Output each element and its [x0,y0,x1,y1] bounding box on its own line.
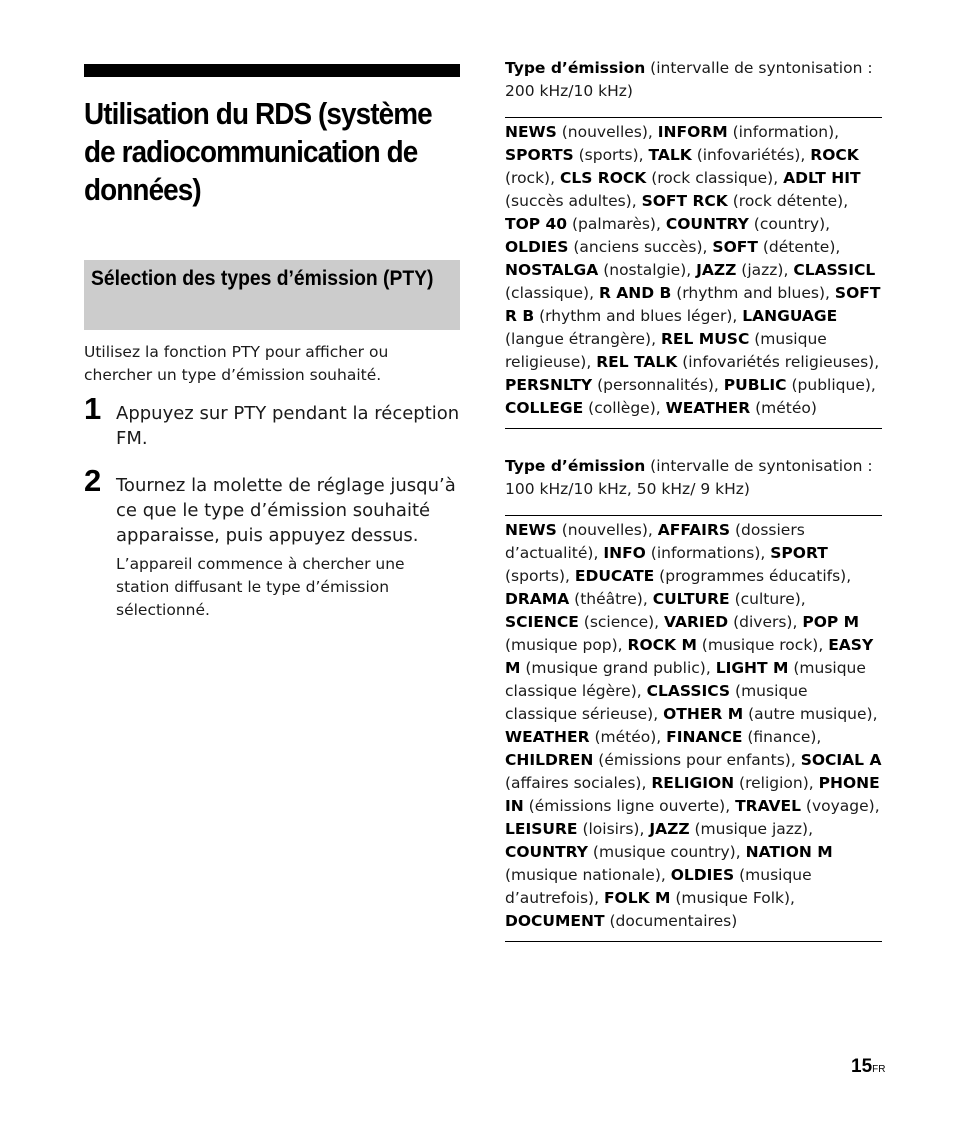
pty-description: (collège), [583,399,666,417]
section-heading [84,260,460,330]
pty-description: (musique grand public), [520,659,716,677]
step-number: 2 [84,463,102,498]
pty-item [666,399,817,417]
pty-description: (infovariétés), [691,146,811,164]
page-number [851,1056,885,1078]
pty-description: (théâtre), [569,590,653,608]
pty-code: ROCK M [627,636,697,654]
table1-header-bold: Type d’émission [505,59,646,77]
pty-item [712,238,840,256]
step-number: 1 [84,391,102,426]
pty-code: PERSNLTY [505,376,593,394]
pty-item [505,521,658,539]
pty-item [735,797,880,815]
pty-description: (météo), [589,728,667,746]
pty-item [642,192,849,210]
pty-code: VARIED [664,613,729,631]
table2-bottom-rule [505,941,882,942]
pty-code: OLDIES [670,866,735,884]
pty-code: NEWS [505,521,557,539]
step-2 [84,463,460,622]
pty-item [603,544,770,562]
pty-code: TRAVEL [735,797,801,815]
title-rule [84,64,460,77]
pty-code: JAZZ [696,261,737,279]
pty-item [505,215,666,233]
pty-item [666,215,830,233]
pty-code: SPORTS [505,146,574,164]
pty-description: (musique d’autrefois), [505,866,812,907]
pty-code: PUBLIC [723,376,787,394]
pty-code: PHONE IN [505,774,880,815]
pty-code: ADLT HIT [783,169,861,187]
pty-code: CLASSICL [793,261,876,279]
pty-item [666,728,821,746]
pty-code: SCIENCE [505,613,579,631]
pty-code: WEATHER [665,399,751,417]
pty-description: (musique religieuse), [505,330,827,371]
pty-code: CLASSICS [646,682,731,700]
pty-description: (émissions pour enfants), [593,751,801,769]
pty-item [505,399,666,417]
pty-description: (jazz), [736,261,794,279]
pty-description: (météo) [750,399,817,417]
pty-code: TOP 40 [505,215,568,233]
left-column [84,64,460,622]
pty-item [505,261,696,279]
pty-description: (nouvelles), [556,521,658,539]
pty-description: (anciens succès), [568,238,713,256]
pty-description: (rock), [505,169,560,187]
page-title: Utilisation du RDS (système de radiocommunication de données) [84,96,432,207]
table2-header-rest: (intervalle de syntonisation : 100 kHz/10 kHz, 50 kHz/ 9 kHz) [505,457,873,498]
pty-description: (country), [748,215,831,233]
pty-description: (finance), [742,728,822,746]
step-1 [84,391,460,451]
table1-list [505,118,882,428]
pty-item [664,613,802,631]
pty-code: LANGUAGE [742,307,838,325]
pty-description: (rock classique), [646,169,784,187]
pty-description: (informations), [645,544,771,562]
pty-code: OTHER M [663,705,744,723]
pty-item [505,728,666,746]
pty-item [505,238,712,256]
pty-description: (nouvelles), [556,123,658,141]
pty-item [604,889,795,907]
pty-description: (musique rock), [696,636,829,654]
pty-description: (musique nationale), [505,866,671,884]
pty-code: OLDIES [505,238,569,256]
pty-item [505,751,801,769]
pty-description: (religion), [734,774,819,792]
pty-description: (détente), [757,238,841,256]
pty-item [505,912,737,930]
pty-code: CHILDREN [505,751,594,769]
pty-description: (autre musique), [743,705,878,723]
pty-description: (culture), [729,590,806,608]
pty-code: INFO [603,544,646,562]
pty-description: (musique Folk), [670,889,795,907]
pty-code: SOCIAL A [800,751,882,769]
pty-description: (programmes éducatifs), [654,567,852,585]
pty-code: AFFAIRS [657,521,731,539]
pty-code: SOFT R B [505,284,881,325]
table1-bottom-rule [505,428,882,429]
pty-code: COLLEGE [505,399,584,417]
pty-code: INFORM [657,123,728,141]
pty-description: (loisirs), [577,820,650,838]
pty-code: RELIGION [651,774,735,792]
pty-code: NOSTALGA [505,261,599,279]
pty-description: (infovariétés religieuses), [677,353,880,371]
pty-description: (personnalités), [592,376,724,394]
pty-code: JAZZ [649,820,690,838]
pty-description: (musique classique sérieuse), [505,682,808,723]
pty-code: FINANCE [666,728,743,746]
pty-item [649,146,811,164]
right-column [505,57,882,942]
pty-item [505,123,658,141]
pty-code: CLS ROCK [559,169,647,187]
pty-item [696,261,793,279]
pty-item [505,613,664,631]
pty-code: DOCUMENT [505,912,605,930]
pty-code: REL MUSC [660,330,750,348]
table1-header-rest: (intervalle de syntonisation : 200 kHz/10 kHz) [505,59,873,100]
pty-code: TALK [648,146,692,164]
pty-description: (documentaires) [604,912,738,930]
pty-description: (rhythm and blues léger), [534,307,743,325]
pty-item [560,169,783,187]
pty-code: DRAMA [505,590,570,608]
pty-description: (palmarès), [567,215,666,233]
pty-description: (classique), [505,284,599,302]
pty-description: (nostalgie), [598,261,697,279]
pty-code: COUNTRY [505,843,588,861]
pty-item [505,843,746,861]
pty-item [505,820,649,838]
table1-header [505,57,882,103]
table2-header [505,455,882,501]
pty-description: (sports), [573,146,649,164]
pty-code: REL TALK [596,353,678,371]
pty-description: (rhythm and blues), [671,284,835,302]
pty-code: SPORT [770,544,828,562]
pty-code: R AND B [598,284,672,302]
pty-description: (information), [727,123,840,141]
pty-description: (succès adultes), [505,192,642,210]
pty-description: (sports), [505,567,575,585]
step-text: Tournez la molette de réglage jusqu’à ce que le type d’émission souhaité apparaisse, puis appuyez dessus. [116,475,456,546]
pty-description: (divers), [728,613,803,631]
pty-code: LIGHT M [715,659,789,677]
pty-item [505,590,653,608]
pty-description: (musique classique légère), [505,659,866,700]
pty-code: POP M [802,613,860,631]
pty-item [649,820,813,838]
pty-item [596,353,879,371]
pty-item [658,123,839,141]
pty-code: SOFT RCK [641,192,728,210]
step-note: L’appareil commence à chercher une station diffusant le type d’émission sélectionné. [116,555,405,619]
pty-description: (publique), [786,376,876,394]
pty-description: (science), [578,613,665,631]
pty-item [663,705,877,723]
pty-item [651,774,818,792]
pty-code: FOLK M [603,889,671,907]
pty-description: (rock détente), [727,192,849,210]
pty-description: (musique pop), [505,636,628,654]
pty-item [653,590,806,608]
section-title: Sélection des types d’émission (PTY) [91,267,434,290]
table2-list [505,516,882,941]
page-lang: FR [872,1064,886,1075]
pty-item [599,284,835,302]
pty-code: NATION M [745,843,833,861]
pty-code: COUNTRY [665,215,749,233]
pty-item [505,376,724,394]
pty-item [724,376,876,394]
pty-code: EDUCATE [574,567,655,585]
pty-description: (langue étrangère), [505,330,661,348]
page-number-value: 15 [851,1056,873,1077]
pty-item [628,636,829,654]
pty-code: SOFT [712,238,758,256]
pty-code: EASY M [505,636,874,677]
step-text: Appuyez sur PTY pendant la réception FM. [116,403,460,449]
pty-code: ROCK [810,146,859,164]
pty-code: CULTURE [652,590,730,608]
pty-code: LEISURE [505,820,578,838]
pty-description: (musique jazz), [689,820,814,838]
pty-description: (voyage), [801,797,880,815]
pty-description: (affaires sociales), [505,774,652,792]
table2-header-bold: Type d’émission [505,457,646,475]
pty-description: (émissions ligne ouverte), [523,797,736,815]
pty-description: (musique country), [588,843,746,861]
intro-paragraph: Utilisez la fonction PTY pour afficher ou chercher un type d’émission souhaité. [84,343,389,384]
pty-code: NEWS [505,123,557,141]
pty-code: WEATHER [505,728,590,746]
pty-item [575,567,851,585]
pty-description: (dossiers d’actualité), [505,521,805,562]
pty-item [505,146,649,164]
